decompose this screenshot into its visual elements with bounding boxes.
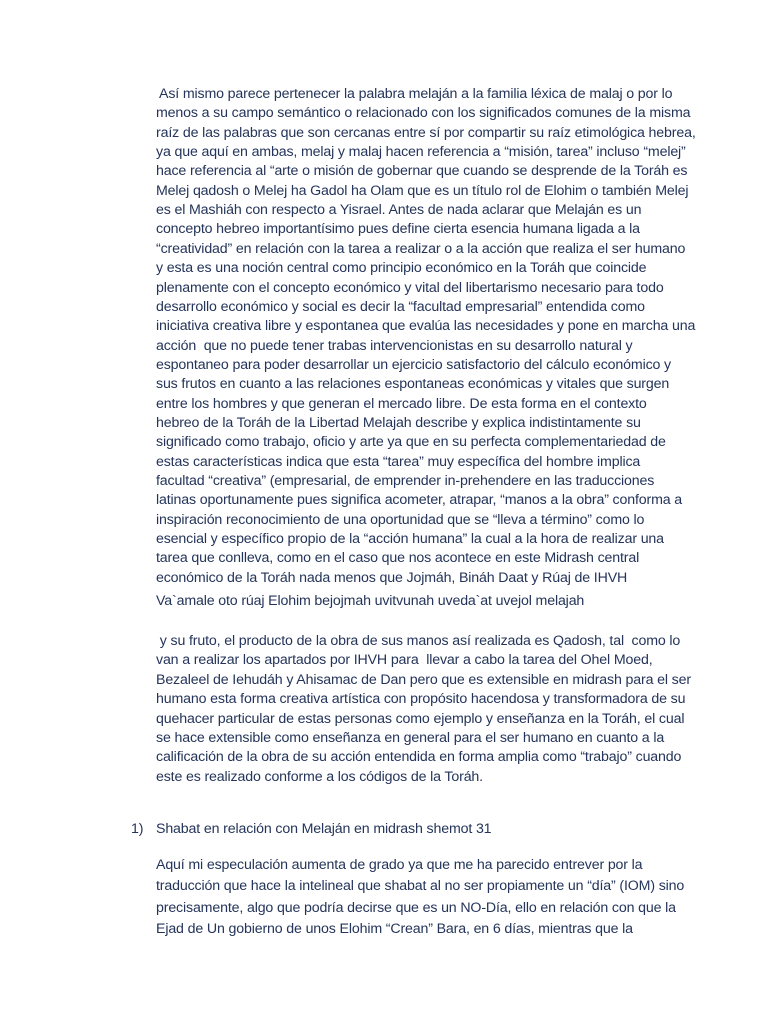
section-number: 1) (131, 821, 144, 837)
text-line: Así mismo parece pertenecer la palabra melaján a la familia léxica de malaj o por lo (156, 86, 673, 102)
text-line: significado como trabajo, oficio y arte ya que en su perfecta complementariedad de (156, 434, 666, 451)
text-line: Melej qadosh o Melej ha Gadol ha Olam que es un título rol de Elohim o también Melej (156, 182, 689, 199)
text-line: este es realizado conforme a los códigos de la Toráh. (156, 768, 483, 785)
section-heading: Shabat en relación con Melaján en midrash shemot 31 (156, 821, 492, 837)
text-line: plenamente con el concepto económico y vital del libertarismo necesario para todo (156, 279, 664, 296)
text-line: estas características indica que esta “tarea” muy específica del hombre implica (156, 453, 641, 470)
text-line: concepto hebreo importantísimo pues define cierta esencia humana ligada a la (156, 221, 640, 238)
text-line: hebreo de la Toráh de la Libertad Melajah describe y explica indistintamente su (156, 414, 641, 431)
text-line: es el Mashiáh con respecto a Yisrael. Antes de nada aclarar que Melaján es un (156, 202, 642, 219)
text-line: Bezaleel de Iehudáh y Ahisamac de Dan pero que es extensible en midrash para el ser (156, 671, 691, 688)
text-line: calificación de la obra de su acción entendida en forma amplia como “trabajo” cuando (156, 749, 682, 766)
text-line: quehacer particular de estas personas como ejemplo y enseñanza en la Toráh, el cual (156, 710, 685, 727)
text-line: y esta es una noción central como principio económico en la Toráh que coincide (156, 260, 647, 277)
text-line: tarea que conlleva, como en el caso que nos acontece en este Midrash central (156, 550, 640, 567)
text-line: desarrollo económico y social es decir la “facultad empresarial” entendida como (156, 298, 645, 315)
text-line: hace referencia al “arte o misión de gobernar que cuando se desprende de la Toráh es (156, 163, 688, 180)
text-line: Ejad de Un gobierno de unos Elohim “Crean” Bara, en 6 días, mientras que la (156, 921, 633, 938)
text-line: raíz de las palabras que son cercanas entre sí por compartir su raíz etimológica hebrea, (156, 124, 696, 141)
text-line: “creatividad” en relación con la tarea a realizar o a la acción que realiza el ser humano (156, 240, 686, 257)
text-line: facultad “creativa” (empresarial, de emprender in-prehendere en las traducciones (156, 473, 655, 489)
text-line: Aquí mi especulación aumenta de grado ya que me ha parecido entrever por la (156, 857, 643, 873)
text-line: van a realizar los apartados por IHVH para llevar a cabo la tarea del Ohel Moed, (156, 652, 653, 669)
text-line: iniciativa creativa libre y espontanea que evalúa las necesidades y pone en marcha una (156, 318, 696, 335)
text-line: económico de la Toráh nada menos que Jojmáh, Bináh Daat y Rúaj de IHVH (156, 569, 628, 586)
text-line: y su fruto, el producto de la obra de sus manos así realizada es Qadosh, tal como lo (156, 633, 681, 649)
text-line: ya que aquí en ambas, melaj y malaj hacen referencia a “misión, tarea” incluso “melej” (156, 144, 686, 161)
text-line: sus frutos en cuanto a las relaciones espontaneas económicas y vitales que surgen (156, 376, 670, 393)
text-line: latinas oportunamente pues significa acometer, atrapar, “manos a la obra” conforma a (156, 492, 683, 509)
text-line: inspiración reconocimiento de una oportunidad que se “lleva a término” como lo (156, 511, 645, 528)
text-line: precisamente, algo que podría decirse que es un NO-Día, ello en relación con que la (156, 899, 676, 916)
text-line: esencial y específico propio de la “acción humana” la cual a la hora de realizar una (156, 531, 664, 548)
text-line: menos a su campo semántico o relacionado con los significados comunes de la misma (156, 105, 691, 122)
text-line: se hace extensible como enseñanza en general para el ser humano en cuanto a la (156, 730, 665, 746)
text-line: espontaneo para poder desarrollar un ejercicio satisfactorio del cálculo económico y (156, 356, 671, 373)
text-line: entre los hombres y que generan el mercado libre. De esta forma en el contexto (156, 395, 647, 412)
text-line: traducción que hace la intelineal que shabat al no ser propiamente un “día” (IOM) sino (156, 878, 685, 895)
text-line: acción que no puede tener trabas intervencionistas en su desarrollo natural y (156, 337, 633, 354)
text-line: humano esta forma creativa artística con propósito hacendosa y transformadora de su (156, 691, 686, 708)
hebrew-quote-line: Va`amale oto rúaj Elohim bejojmah uvitvunah uveda`at uvejol melajah (156, 593, 585, 609)
